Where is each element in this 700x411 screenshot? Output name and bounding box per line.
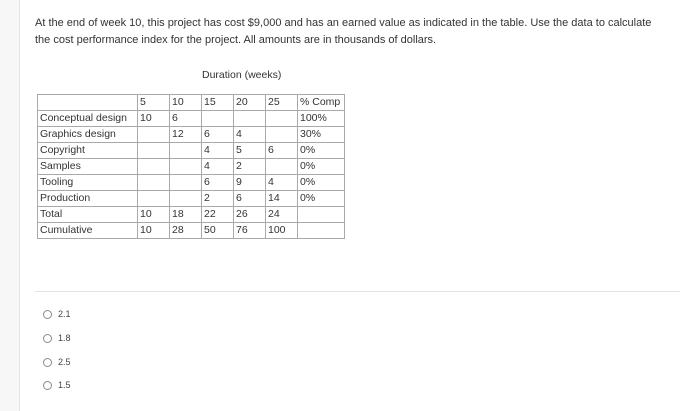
option-label: 1.8: [58, 333, 71, 343]
table-header-cell: 10: [170, 95, 202, 111]
table-cell: [298, 207, 345, 223]
answer-option[interactable]: [43, 307, 71, 321]
option-label: 2.1: [58, 309, 71, 319]
activity-name-cell: Cumulative: [38, 223, 138, 239]
table-cell: [266, 127, 298, 143]
table-cell: [138, 191, 170, 207]
table-cell: 0%: [298, 143, 345, 159]
table-row: [38, 111, 345, 127]
table-cell: 6: [266, 143, 298, 159]
table-row: [38, 223, 345, 239]
table-cell: 22: [202, 207, 234, 223]
question-line-2: the cost performance index for the project. All amounts are in thousands of dollars.: [35, 34, 437, 46]
radio-button[interactable]: [43, 358, 52, 367]
table-cell: 76: [234, 223, 266, 239]
table-cell: [138, 175, 170, 191]
table-row: [38, 127, 345, 143]
table-cell: 2: [234, 159, 266, 175]
table-cell: 50: [202, 223, 234, 239]
table-cell: [170, 175, 202, 191]
table-header-cell: [38, 95, 138, 111]
table-cell: [234, 111, 266, 127]
schedule-table: [37, 94, 345, 239]
radio-button[interactable]: [43, 310, 52, 319]
table-title: Duration (weeks): [202, 69, 282, 81]
option-label: 2.5: [58, 357, 71, 367]
answer-option[interactable]: [43, 331, 71, 345]
table-cell: [298, 223, 345, 239]
answer-option[interactable]: [43, 378, 71, 392]
table-cell: 6: [234, 191, 266, 207]
table-row: [38, 207, 345, 223]
radio-button[interactable]: [43, 381, 52, 390]
table-cell: 9: [234, 175, 266, 191]
table-cell: [170, 159, 202, 175]
table-cell: [138, 143, 170, 159]
table-cell: 0%: [298, 175, 345, 191]
table-cell: 0%: [298, 191, 345, 207]
table-header-cell: % Comp: [298, 95, 345, 111]
question-line-1: At the end of week 10, this project has cost $9,000 and has an earned value as indicated in the table. Use the data to calculate: [35, 17, 652, 29]
table-cell: [170, 191, 202, 207]
table-cell: 4: [234, 127, 266, 143]
table-cell: 10: [138, 207, 170, 223]
table-cell: 6: [170, 111, 202, 127]
table-cell: 6: [202, 127, 234, 143]
table-cell: 4: [202, 159, 234, 175]
table-cell: 0%: [298, 159, 345, 175]
table-header-row: [38, 95, 345, 111]
table-cell: 5: [234, 143, 266, 159]
table-cell: [266, 111, 298, 127]
table-cell: [138, 159, 170, 175]
table-cell: 2: [202, 191, 234, 207]
table-cell: [202, 111, 234, 127]
table-cell: 10: [138, 223, 170, 239]
activity-name-cell: Samples: [38, 159, 138, 175]
activity-name-cell: Production: [38, 191, 138, 207]
table-cell: 100: [266, 223, 298, 239]
table-cell: 24: [266, 207, 298, 223]
table-cell: 12: [170, 127, 202, 143]
answer-option[interactable]: [43, 355, 71, 369]
option-label: 1.5: [58, 380, 71, 390]
table-row: [38, 159, 345, 175]
table-cell: 14: [266, 191, 298, 207]
table-cell: [266, 159, 298, 175]
table-header-cell: 20: [234, 95, 266, 111]
radio-button[interactable]: [43, 334, 52, 343]
table-header-cell: 15: [202, 95, 234, 111]
activity-name-cell: Total: [38, 207, 138, 223]
activity-name-cell: Copyright: [38, 143, 138, 159]
table-header-cell: 25: [266, 95, 298, 111]
table-cell: 30%: [298, 127, 345, 143]
table-cell: [138, 127, 170, 143]
table-cell: 26: [234, 207, 266, 223]
question-text: [35, 15, 675, 49]
table-row: [38, 175, 345, 191]
table-cell: 6: [202, 175, 234, 191]
activity-name-cell: Graphics design: [38, 127, 138, 143]
table-row: [38, 143, 345, 159]
table-cell: 28: [170, 223, 202, 239]
table-cell: 100%: [298, 111, 345, 127]
table-cell: 18: [170, 207, 202, 223]
table-cell: [170, 143, 202, 159]
activity-name-cell: Tooling: [38, 175, 138, 191]
divider: [35, 291, 680, 292]
table-header-cell: 5: [138, 95, 170, 111]
table-cell: 4: [266, 175, 298, 191]
table-row: [38, 191, 345, 207]
activity-name-cell: Conceptual design: [38, 111, 138, 127]
table-cell: 4: [202, 143, 234, 159]
table-cell: 10: [138, 111, 170, 127]
